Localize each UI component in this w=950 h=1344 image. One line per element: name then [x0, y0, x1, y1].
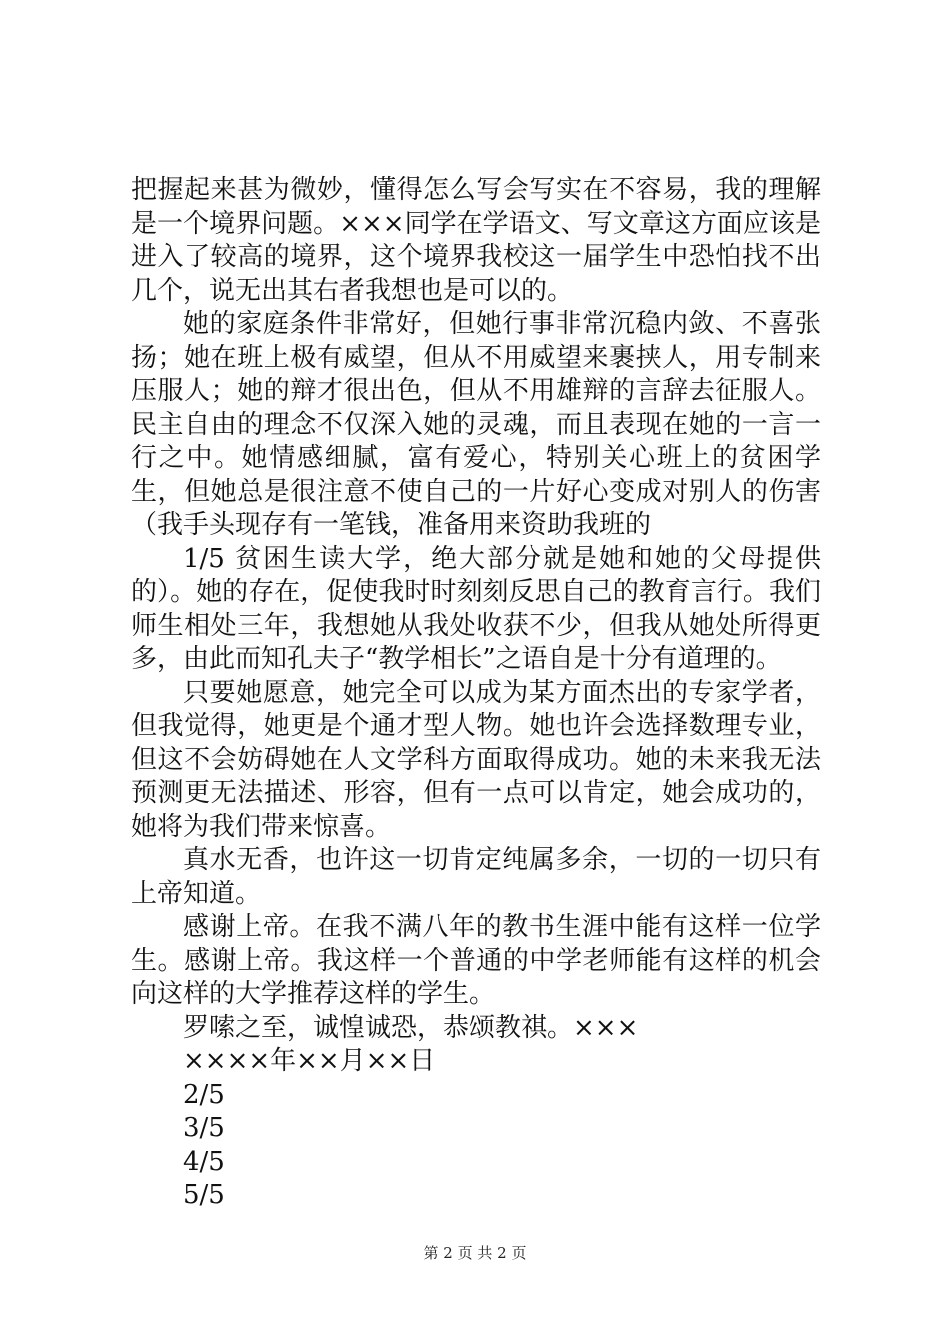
- paragraph-4: 只要她愿意，她完全可以成为某方面杰出的专家学者，但我觉得，她更是个通才型人物。她也许会选择数理专业，但这不会妨碍她在人文学科方面取得成功。她的未来我无法预测更无法描述、形容，但有一点可以肯定，她会成功的，她将为我们带来惊喜。: [131, 677, 821, 842]
- paragraph-1: 把握起来甚为微妙，懂得怎么写会写实在不容易，我的理解是一个境界问题。×××同学在学语文、写文章这方面应该是进入了较高的境界，这个境界我校这一届学生中恐怕找不出几个，说无出其右者我想也是可以的。: [131, 175, 821, 306]
- page-marker-3: 3/5: [183, 1113, 225, 1143]
- paragraph-5: 真水无香，也许这一切肯定纯属多余，一切的一切只有上帝知道。: [131, 845, 821, 909]
- page-marker-2: 2/5: [183, 1079, 225, 1110]
- date-line: ××××年××月××日: [183, 1046, 436, 1076]
- paragraph-2: 她的家庭条件非常好，但她行事非常沉稳内敛、不喜张扬；她在班上极有威望，但从不用威望来裹挟人，用专制来压服人；她的辩才很出色，但从不用雄辩的言辞去征服人。民主自由的理念不仅深入她的灵魂，而且表现在她的一言一行之中。她情感细腻，富有爱心，特别关心班上的贫困学生，但她总是很注意不使自己的一片好心变成对别人的伤害（我手头现存有一笔钱，准备用来资助我班的: [131, 309, 821, 540]
- document-body: [131, 174, 821, 1213]
- paragraph-3: 1/5 贫困生读大学，绝大部分就是她和她的父母提供的）。她的存在，促使我时时刻刻反思自己的教育言行。我们师生相处三年，我想她从我处收获不少，但我从她处所得更多，由此而知孔夫子“教学相长”之语自是十分有道理的。: [131, 543, 821, 674]
- paragraph-6: 感谢上帝。在我不满八年的教书生涯中能有这样一位学生。感谢上帝。我这样一个普通的中学老师能有这样的机会向这样的大学推荐这样的学生。: [131, 912, 821, 1009]
- page-footer: 第 2 页 共 2 页: [423, 1244, 527, 1262]
- page-marker-5: 5/5: [183, 1180, 225, 1210]
- closing-line: 罗嗦之至，诚惶诚恐，恭颂教祺。×××: [183, 1012, 639, 1043]
- page-marker-4: 4/5: [183, 1146, 225, 1177]
